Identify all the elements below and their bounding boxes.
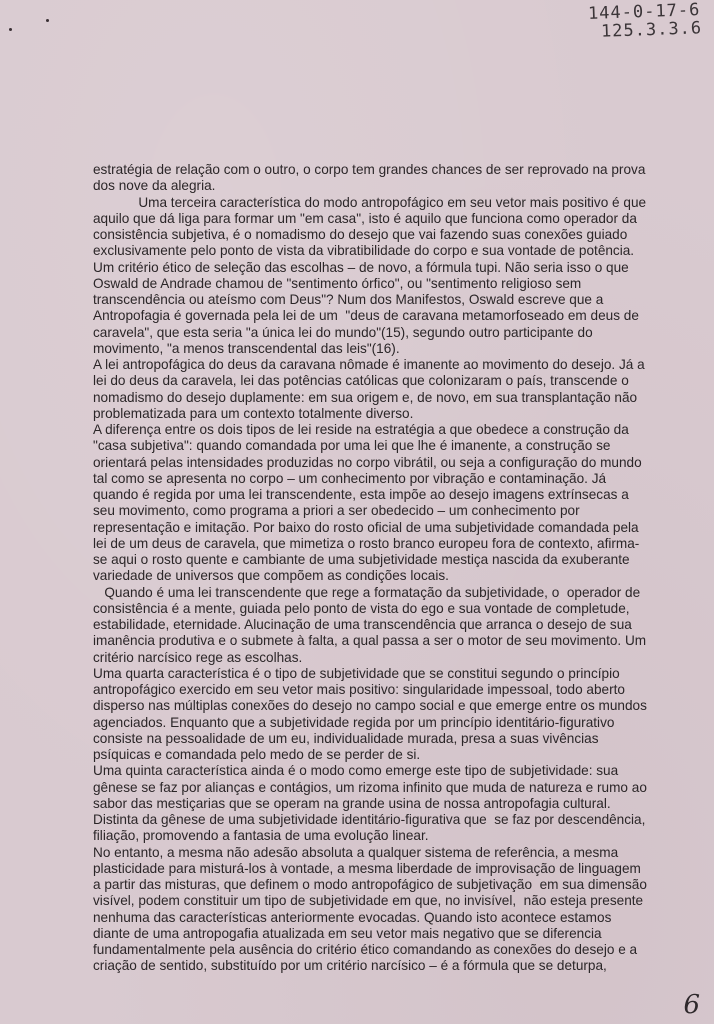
paragraph: A diferença entre os dois tipos de lei reside na estratégia a que obedece a construção da "casa subjetiva": quando comandada por uma lei que lhe é imanente, a construção se orientará pelas intensidades produzidas no corpo vibrátil, ou seja a configuração do mundo tal como se apresenta no corpo – um conhecimento por vibração e contaminação. Já quando é regida por uma lei transcendente, esta impõe ao desejo imagens extrínsecas a seu movimento, como programa a priori a ser obedecido – um conhecimento por representação e imitação. Por baixo do rosto oficial de uma subjetividade comandada pela lei de um deus de caravela, que mimetiza o rosto branco europeu fora de contexto, afirma- se aqui o rosto quente e cambiante de uma subjetividade mestiça nascida da exuberante variedade de universos que compõem as condições locais. [93,422,642,584]
document-body [93,162,673,975]
scan-speck [9,28,12,31]
paragraph: No entanto, a mesma não adesão absoluta a qualquer sistema de referência, a mesma plasticidade para misturá-los à vontade, a mesma liberdade de improvisação de linguagem a partir das misturas, que definem o modo antropofágico de subjetivação em sua dimensão visível, podem constituir um tipo de subjetividade em que, no invisível, não esteja presente nenhuma das características anteriormente evocadas. Quando isto acontece estamos diante de uma antropogafia atualizada em seu vetor mais negativo que se diferencia fundamentalmente pela ausência do critério ético comandando as conexões do desejo e a criação de sentido, substituído por um critério narcísico – é a fórmula que se deturpa, [93,844,647,974]
archive-code-1: 144-0-17-6 [587,0,701,24]
paragraph: Uma quinta característica ainda é o modo como emerge este tipo de subjetividade: sua gênese se faz por alianças e contágios, um rizoma infinito que muda de natureza e rumo ao sabor das mestiçarias que se operam na grande usina de nossa antropofagia cultural. Distinta da gênese de uma subjetividade identitário-figurativa que se faz por descendência, filiação, promovendo a fantasia de uma evolução linear. [93,763,647,844]
page-number: 6 [683,990,700,1020]
paragraph: A lei antropofágica do deus da caravana nômade é imanente ao movimento do desejo. Já a lei do deus da caravela, lei das potências católicas que colonizaram o país, transcende o nomadismo do desejo duplamente: em sua origem e, de novo, em sua transplantação não problematizada para um contexto totalmente diverso. [93,357,645,421]
scan-speck [46,19,49,22]
paragraph: Uma quarta característica é o tipo de subjetividade que se constitui segundo o princípio antropofágico exercido em seu vetor mais positivo: singularidade impessoal, todo aberto disperso nas múltiplas conexões do desejo no campo social e que emerge entre os mundos agenciados. Enquanto que a subjetividade regida por um princípio identitário-figurativo consiste na pessoalidade de um eu, individualidade murada, presa a suas vivências psíquicas e comandada pelo medo de se perder de si. [93,665,647,762]
paragraph: estratégia de relação com o outro, o corpo tem grandes chances de ser reprovado na prova dos nove da alegria. [93,162,646,194]
paragraph: Uma terceira característica do modo antropofágico em seu vetor mais positivo é que aquilo que dá liga para formar um "em casa", isto é aquilo que funciona como operador da consistência subjetiva, é o nomadismo do desejo que vai fazendo suas conexões guiado exclusivamente pelo ponto de vista da vibratibilidade do corpo e sua vontade de potência. Um critério ético de seleção das escolhas – de novo, a fórmula tupi. Não seria isso o que Oswald de Andrade chamou de "sentimento órfico", ou "sentimento religioso sem transcendência ou ateísmo com Deus"? Num dos Manifestos, Oswald escreve que a Antropofagia é governada pela lei de um "deus de caravana metamorfoseado em deus de caravela", que esta seria "a única lei do mundo"(15), segundo outro participante do movimento, "a menos transcendental das leis"(16). [93,194,647,356]
paragraph: Quando é uma lei transcendente que rege a formatação da subjetividade, o operador de consistência é a mente, guiada pelo ponto de vista do ego e sua vontade de completude, estabilidade, eternidade. Alucinação de uma transcendência que arranca o desejo de sua imanência produtiva e o submete à falta, a qual passa a ser o motor de seu movimento. Um critério narcísico rege as escolhas. [93,584,647,665]
archive-code-2: 125.3.3.6 [600,18,703,42]
